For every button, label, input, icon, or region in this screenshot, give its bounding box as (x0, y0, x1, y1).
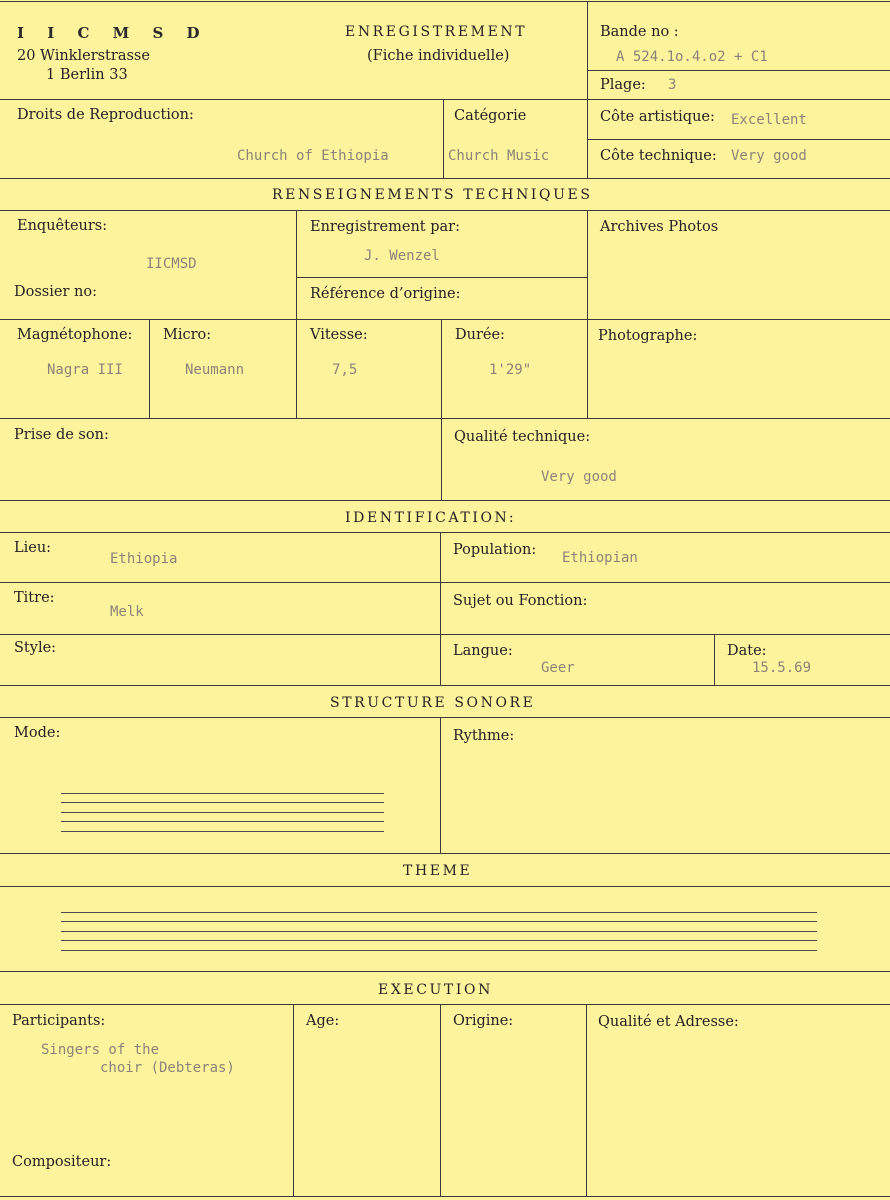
titre-label: Titre: (14, 590, 55, 606)
origine-label: Origine: (453, 1013, 514, 1029)
langue-label: Langue: (453, 643, 513, 659)
plage-value: 3 (668, 77, 677, 93)
rule-photographe-left (587, 319, 588, 418)
rule-structure-top (0, 685, 890, 686)
rule-execution-title-bottom (0, 1004, 890, 1005)
droits-label: Droits de Reproduction: (17, 107, 194, 123)
rule-date-left (714, 634, 715, 685)
compositeur-label: Compositeur: (12, 1154, 112, 1170)
rule-theme-top (0, 853, 890, 854)
enregistrement-value: J. Wenzel (364, 248, 440, 264)
org-logo: I I C M S D (17, 24, 209, 42)
date-value: 15.5.69 (752, 660, 812, 676)
participants-label: Participants: (12, 1013, 106, 1029)
rule-header-right-col (587, 1, 588, 99)
reference-label: Référence d’origine: (310, 286, 461, 302)
rule-ident-top (0, 500, 890, 501)
bande-value: A 524.1o.4.o2 + C1 (616, 49, 768, 65)
identification-section-title: IDENTIFICATION: (345, 510, 517, 526)
rule-micro-left (149, 319, 150, 418)
mode-staff-line (61, 793, 384, 794)
mode-staff-line (61, 821, 384, 822)
qualite-value: Very good (541, 469, 617, 485)
enregistrement-label: Enregistrement par: (310, 219, 460, 235)
rule-qualite-adresse-left (586, 1004, 587, 1196)
execution-section-title: EXECUTION (378, 982, 493, 998)
titre-value: Melk (110, 604, 144, 620)
technical-section-title: RENSEIGNEMENTS TECHNIQUES (272, 187, 593, 203)
plage-label: Plage: (600, 77, 646, 93)
theme-section-title: THEME (403, 863, 473, 879)
vitesse-value: 7,5 (332, 362, 358, 378)
rule-ident-title-bottom (0, 532, 890, 533)
qualite-label: Qualité technique: (454, 429, 591, 445)
rule-archives-left (587, 210, 588, 319)
enqueteurs-label: Enquêteurs: (17, 218, 108, 234)
rythme-label: Rythme: (453, 728, 515, 744)
archives-label: Archives Photos (600, 219, 719, 235)
rule-style-top (0, 634, 890, 635)
address-line1: 20 Winklerstrasse (17, 48, 150, 64)
duree-value: 1'29" (489, 362, 532, 378)
rule-cote-mid (587, 139, 890, 140)
cote-artistique-label: Côte artistique: (600, 109, 715, 125)
rule-execution-top (0, 971, 890, 972)
theme-staff-line (61, 940, 817, 941)
rule-ident-mid (440, 532, 441, 685)
bande-label: Bande no : (600, 24, 679, 40)
cote-technique-value: Very good (731, 148, 807, 164)
micro-label: Micro: (163, 327, 212, 343)
population-value: Ethiopian (562, 550, 638, 566)
rule-categorie-left (443, 99, 444, 178)
address-line2: 1 Berlin 33 (46, 67, 128, 83)
rule-header-bottom (0, 99, 890, 100)
rule-prise-top (0, 418, 890, 419)
cote-artistique-value: Excellent (731, 112, 807, 128)
style-label: Style: (14, 640, 57, 656)
enqueteurs-value: IICMSD (146, 256, 197, 272)
categorie-label: Catégorie (454, 108, 527, 124)
duree-label: Durée: (455, 327, 505, 343)
dossier-label: Dossier no: (14, 284, 97, 300)
participants-line1: Singers of the (41, 1042, 160, 1058)
mode-staff-line (61, 831, 384, 832)
lieu-label: Lieu: (14, 540, 52, 556)
mode-label: Mode: (14, 725, 61, 741)
rule-tech-title-bottom (0, 210, 890, 211)
date-label: Date: (727, 643, 767, 659)
vitesse-label: Vitesse: (310, 327, 368, 343)
mode-staff-line (61, 812, 384, 813)
rule-enregistrement-mid (296, 277, 587, 278)
prise-label: Prise de son: (14, 427, 109, 443)
rule-age-left (293, 1004, 294, 1196)
rule-vitesse-left (296, 319, 297, 418)
rule-structure-title-bottom (0, 717, 890, 718)
form-title: ENREGISTREMENT (345, 24, 528, 40)
theme-staff-line (61, 950, 817, 951)
categorie-value: Church Music (448, 148, 550, 164)
rule-top (0, 1, 890, 2)
langue-value: Geer (541, 660, 575, 676)
lieu-value: Ethiopia (110, 551, 178, 567)
rule-rights-right-col (587, 99, 588, 178)
magnetophone-value: Nagra III (47, 362, 123, 378)
rule-titre-top (0, 582, 890, 583)
rule-theme-title-bottom (0, 886, 890, 887)
droits-value: Church of Ethiopia (237, 148, 389, 164)
rule-qualite-left (441, 418, 442, 500)
sujet-label: Sujet ou Fonction: (453, 593, 588, 609)
form-subtitle: (Fiche individuelle) (367, 48, 510, 64)
magnetophone-label: Magnétophone: (17, 327, 133, 343)
rule-plage-top (587, 70, 890, 71)
age-label: Age: (306, 1013, 340, 1029)
rule-magneto-top (0, 319, 890, 320)
photographe-label: Photographe: (598, 328, 698, 344)
qualite-adresse-label: Qualité et Adresse: (598, 1014, 739, 1030)
theme-staff-line (61, 912, 817, 913)
rule-tech-top (0, 178, 890, 179)
rule-enregistrement-left (296, 210, 297, 319)
structure-section-title: STRUCTURE SONORE (330, 695, 536, 711)
rule-duree-left (441, 319, 442, 418)
cote-technique-label: Côte technique: (600, 148, 717, 164)
theme-staff-line (61, 921, 817, 922)
rule-bottom (0, 1196, 890, 1197)
theme-staff-line (61, 931, 817, 932)
micro-value: Neumann (185, 362, 245, 378)
rule-structure-mid (440, 717, 441, 853)
mode-staff-line (61, 802, 384, 803)
rule-origine-left (440, 1004, 441, 1196)
population-label: Population: (453, 542, 537, 558)
participants-line2: choir (Debteras) (100, 1060, 235, 1076)
